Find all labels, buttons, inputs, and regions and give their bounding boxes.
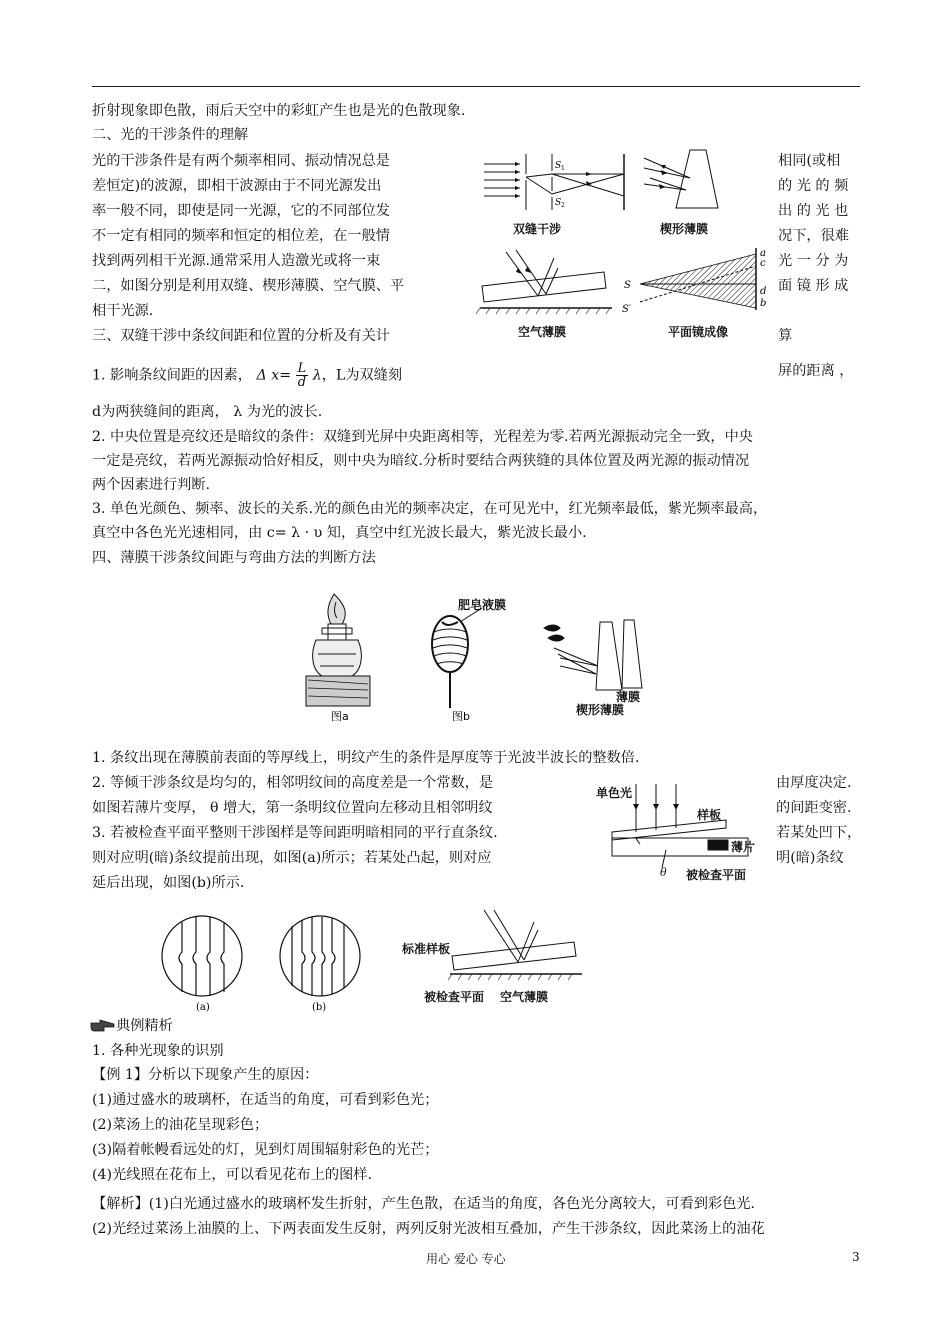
text-line: 延后出现，如图(b)所示. <box>92 875 245 891</box>
d-label: d <box>760 286 767 297</box>
checked-plane-label: 被检查平面 <box>686 868 747 882</box>
thin-sheet-label: 薄片 <box>731 840 756 854</box>
text-line: 的 光 的 频 <box>778 178 849 194</box>
caption-air-film: 空气薄膜 <box>518 325 567 339</box>
caption-double-slit: 双缝干涉 <box>513 222 562 236</box>
s2-sub: 2 <box>561 202 565 209</box>
text-line: 明(暗)条纹 <box>776 850 844 866</box>
example-1 <box>92 1066 318 1084</box>
caption-wedge: 楔形薄膜 <box>660 222 709 236</box>
examples-sub: 1. 各种光现象的识别 <box>92 1043 224 1059</box>
wedge-film-eye-figure <box>540 618 660 698</box>
section-heading-3: 三、双缝干涉中条纹间距和位置的分析及有关计 <box>92 328 390 344</box>
text-line: 相干光源. <box>92 303 154 319</box>
text-line: 两个因素进行判断. <box>92 477 211 493</box>
caption-mirror: 平面镜成像 <box>668 325 729 339</box>
fraction-den: d <box>297 375 307 390</box>
page-number: 3 <box>852 1250 860 1264</box>
b-label: b <box>760 298 767 309</box>
text-line: 的间距变密. <box>776 800 852 816</box>
text-line: 3. 若被检查平面平整则干涉图样是等间距明暗相同的平行直条纹. <box>92 825 498 841</box>
section-heading-4: 四、薄膜干涉条纹间距与弯曲方法的判断方法 <box>92 550 376 566</box>
standard-plate-diagram <box>446 908 586 988</box>
sec3-p1-line2: d为两狭缝间的距离， λ 为光的波长. <box>92 404 323 420</box>
fig-b-caption: (b) <box>312 1002 327 1012</box>
list-item: (1)通过盛水的玻璃杯，在适当的角度，可看到彩色光； <box>92 1092 439 1108</box>
answer-tag: 【解析】 <box>92 1196 149 1212</box>
answer-text: (1)白光通过盛水的玻璃杯发生折射，产生色散，在适当的角度，各色光分离较大，可看到彩色光. <box>148 1196 756 1212</box>
text-line: 光 一 分 为 <box>778 253 849 269</box>
mirror-image-diagram <box>618 246 768 316</box>
fig-b-label: 图b <box>452 710 470 723</box>
text-line: 不一定有相同的频率和恒定的相位差，在一般情 <box>92 228 390 244</box>
air-film-diagram <box>476 248 616 318</box>
fig-a-label: 图a <box>331 710 349 723</box>
section-heading-3-right: 算 <box>778 328 793 344</box>
answer-2: (2)光经过菜汤上油膜的上、下两表面发生反射，两列反射光波相互叠加，产生干涉条纹，因此菜汤上的油花 <box>92 1221 765 1237</box>
text-line: 如图若薄片变厚， θ 增大，第一条明纹位置向左移动且相邻明纹 <box>92 800 493 816</box>
fraction-num: L <box>297 361 307 376</box>
fraction <box>296 362 309 389</box>
list-item: (2)菜汤上的油花呈现彩色； <box>92 1117 269 1133</box>
example-text: 分析以下现象产生的原因： <box>148 1067 319 1083</box>
text-line: 找到两列相干光源.通常采用人造激光或将一束 <box>92 253 381 269</box>
sec3-p1 <box>92 362 402 389</box>
footer-motto: 用心 爱心 专心 <box>426 1252 506 1266</box>
c-label: c <box>760 258 766 269</box>
header-rule <box>92 86 860 87</box>
list-item: (4)光线照在花布上，可以看见花布上的图样. <box>92 1167 372 1183</box>
film-partial-label: 薄膜 <box>616 690 641 704</box>
text-line: 出 的 光 也 <box>778 203 849 219</box>
fringe-circle-a <box>158 912 248 1012</box>
list-item: (3)隔着帐幔看远处的灯，见到灯周围辐射彩色的光芒； <box>92 1142 439 1158</box>
text-line: 相同(或相 <box>778 153 841 169</box>
alcohol-lamp-figure <box>298 584 378 724</box>
intro-line: 折射现象即色散，雨后天空中的彩虹产生也是光的色散现象. <box>92 103 466 119</box>
lambda: λ <box>312 367 322 384</box>
text-line: 2. 等倾干涉条纹是均匀的，相邻明纹间的高度差是一个常数，是 <box>92 775 494 791</box>
text-line: 真空中各色光光速相同，由 c= λ · υ 知，真空中红光波长最大，紫光波长最小. <box>92 525 587 541</box>
wedge-film-diagram <box>642 148 752 210</box>
text-line: 则对应明(暗)条纹提前出现，如图(a)所示；若某处凸起，则对应 <box>92 850 492 866</box>
wedge-film-label: 楔形薄膜 <box>576 703 625 717</box>
text-line: 由厚度决定. <box>776 775 852 791</box>
text-line: 3. 单色光颜色、频率、波长的关系.光的颜色由光的频率决定，在可见光中，红光频率最低，紫光频率最高， <box>92 501 768 517</box>
p1-prefix: 1. 影响条纹间距的因素， <box>92 367 252 384</box>
fig-a-caption: (a) <box>196 1002 210 1012</box>
example-tag: 【例 1】 <box>92 1067 149 1083</box>
soap-film-label: 肥皂液膜 <box>458 598 507 612</box>
theta-label: θ <box>660 866 667 879</box>
s-label: S <box>624 280 631 291</box>
section-heading-2: 二、光的干涉条件的理解 <box>92 127 249 143</box>
text-line: 二，如图分别是利用双缝、楔形薄膜、空气膜、平 <box>92 278 405 294</box>
text-line: 2. 中央位置是亮纹还是暗纹的条件：双缝到光屏中央距离相等，光程差为零.若两光源振动完全一致，中央 <box>92 429 753 445</box>
s1-label: S <box>555 161 562 171</box>
text-line: 差恒定)的波源，即相干波源由于不同光源发出 <box>92 178 382 194</box>
checked-plane2-label: 被检查平面 <box>424 990 485 1004</box>
text-line: 况下，很难 <box>778 228 849 244</box>
s2-label: S <box>555 198 562 208</box>
text-line: 面 镜 形 成 <box>778 278 849 294</box>
answer-1 <box>92 1195 755 1213</box>
sample-plate-label: 样板 <box>697 808 722 822</box>
sec4-p1: 1. 条纹出现在薄膜前表面的等厚线上，明纹产生的条件是厚度等于光波半波长的整数倍. <box>92 750 640 766</box>
air-film2-label: 空气薄膜 <box>500 990 549 1004</box>
sec3-p1-right: 屏的距离 ， <box>778 363 854 379</box>
mono-light-label: 单色光 <box>596 786 633 800</box>
formula-lhs: Δ x= <box>256 367 292 384</box>
s-prime-label: S′ <box>622 304 632 315</box>
p1-mid: ，L为双缝刻 <box>321 367 403 384</box>
text-line: 若某处凹下， <box>776 825 862 841</box>
s1-sub: 1 <box>561 165 565 172</box>
std-plate-label: 标准样板 <box>402 942 451 956</box>
text-line: 一定是亮纹，若两光源振动恰好相反，则中央为暗纹.分析时要结合两狭缝的具体位置及两光源的振动情况 <box>92 453 750 469</box>
text-line: 光的干涉条件是有两个频率相同、振动情况总是 <box>92 153 390 169</box>
fringe-circle-b <box>276 912 366 1012</box>
double-slit-diagram <box>482 152 632 214</box>
examples-heading: 典例精析 <box>116 1018 173 1034</box>
a-label: a <box>760 248 766 259</box>
pointing-hand-icon <box>90 1018 116 1034</box>
text-line: 率一般不同，即使是同一光源，它的不同部位发 <box>92 203 390 219</box>
